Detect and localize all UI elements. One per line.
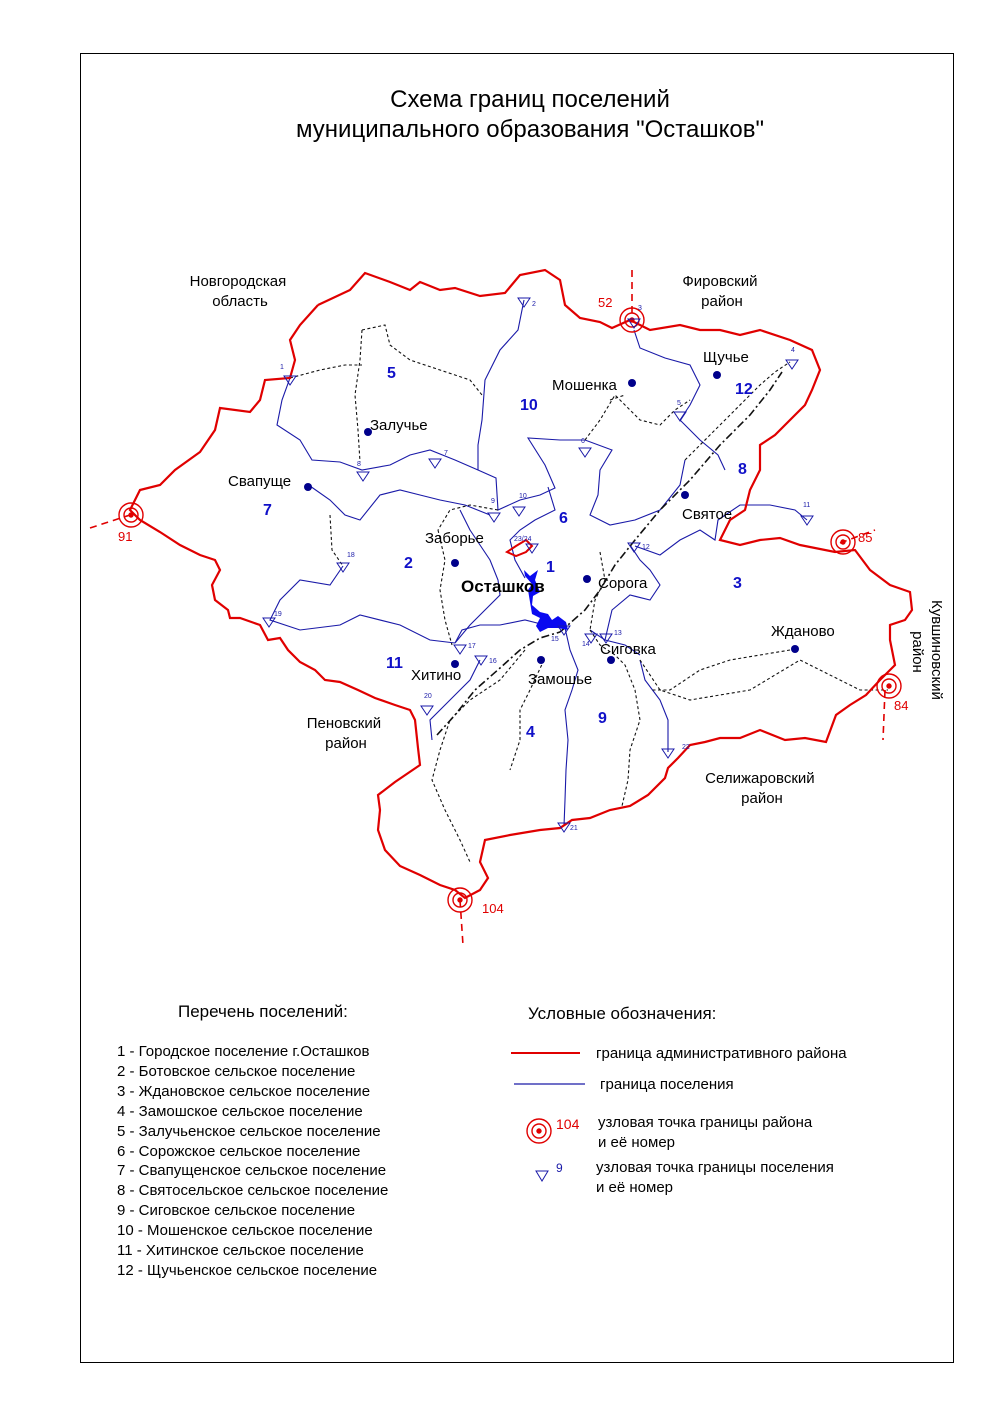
svg-text:15: 15 bbox=[551, 636, 559, 643]
settlement-node-19 bbox=[263, 618, 275, 627]
region-firovsky: Фировский район bbox=[682, 273, 758, 310]
settlement-list-item: 1 - Городское поселение г.Осташков bbox=[117, 1043, 370, 1060]
district-node-label: 91 bbox=[118, 529, 133, 544]
settlement-list-item: 5 - Залучьенское сельское поселение bbox=[117, 1122, 381, 1140]
settlement-node-7 bbox=[429, 459, 441, 468]
settlement-list-item: 8 - Святосельское сельское поселение bbox=[117, 1182, 389, 1200]
svg-text:20: 20 bbox=[424, 693, 432, 700]
settlement-list-item: 9 - Сиговское сельское поселение bbox=[117, 1202, 356, 1220]
district-nodes bbox=[119, 308, 901, 912]
svg-text:18: 18 bbox=[347, 552, 355, 559]
settlement-node-17 bbox=[454, 645, 466, 654]
svg-text:1: 1 bbox=[280, 364, 284, 371]
svg-text:8: 8 bbox=[357, 461, 361, 468]
settlements-list bbox=[117, 1042, 388, 1281]
svg-text:6: 6 bbox=[559, 510, 568, 527]
svg-text:10: 10 bbox=[519, 493, 527, 500]
legend-district-node-label: узловая точка границы района и её номер bbox=[598, 1114, 813, 1151]
place-label-sigovka: Сиговка bbox=[600, 641, 656, 658]
svg-text:6: 6 bbox=[581, 438, 585, 445]
svg-text:23/24: 23/24 bbox=[514, 536, 532, 543]
place-label-zhdanovo: Жданово bbox=[771, 623, 835, 640]
svg-text:12: 12 bbox=[642, 544, 650, 551]
legend-district-border-label: граница административного района bbox=[596, 1045, 847, 1062]
region-kuvshinovsky: Кувшиновский район bbox=[909, 599, 945, 700]
svg-text:22: 22 bbox=[682, 744, 690, 751]
district-node-label: 52 bbox=[598, 295, 613, 310]
place-label-svyatoe: Святое bbox=[682, 506, 733, 523]
svg-text:12: 12 bbox=[735, 381, 753, 398]
svg-text:19: 19 bbox=[274, 611, 282, 618]
place-label-moshenka: Мошенка bbox=[552, 377, 617, 394]
district-node-label: 104 bbox=[482, 901, 504, 916]
legend-heading: Условные обозначения: bbox=[528, 1004, 717, 1023]
place-label-khitino: Хитино bbox=[411, 667, 462, 684]
svg-text:7: 7 bbox=[263, 502, 272, 519]
district-node-104 bbox=[448, 888, 472, 912]
title-line-1: Схема границ поселений bbox=[390, 86, 670, 113]
legend-district-node-number: 104 bbox=[556, 1116, 580, 1132]
svg-text:13: 13 bbox=[614, 630, 622, 637]
svg-text:5: 5 bbox=[387, 365, 396, 382]
settlement-list-item: 10 - Мошенское сельское поселение bbox=[117, 1222, 373, 1240]
district-node-label: 85 bbox=[858, 530, 873, 545]
city-label: Осташков bbox=[461, 577, 545, 596]
place-label-svapushche: Свапуще bbox=[228, 473, 292, 490]
region-penovsky: Пеновский район bbox=[306, 715, 382, 752]
region-selizharovsky: Селижаровский район bbox=[705, 770, 815, 807]
settlement-node-8 bbox=[357, 472, 369, 481]
svg-text:10: 10 bbox=[520, 397, 538, 414]
place-label-zaborye: Заборье bbox=[425, 530, 484, 547]
svg-text:1: 1 bbox=[546, 559, 555, 576]
svg-text:14: 14 bbox=[582, 641, 590, 648]
settlements-list-heading: Перечень поселений: bbox=[178, 1002, 348, 1021]
svg-text:9: 9 bbox=[491, 498, 495, 505]
settlement-list-item: 3 - Ждановское сельское поселение bbox=[117, 1082, 371, 1100]
settlement-node-20 bbox=[421, 706, 433, 715]
svg-text:9: 9 bbox=[598, 710, 607, 727]
settlement-node-10 bbox=[513, 507, 525, 516]
svg-text:21: 21 bbox=[570, 825, 578, 832]
settlement-list-item: 11 - Хитинское сельское поселение bbox=[117, 1242, 364, 1260]
svg-text:11: 11 bbox=[803, 502, 811, 509]
svg-text:3: 3 bbox=[733, 575, 742, 592]
settlement-list-item: 4 - Замошское сельское поселение bbox=[117, 1102, 363, 1120]
svg-text:2: 2 bbox=[532, 301, 536, 308]
settlement-node-6 bbox=[579, 448, 591, 457]
place-label-zaluchye: Залучье bbox=[370, 417, 428, 434]
place-label-shchuchye: Щучье bbox=[703, 349, 749, 366]
svg-text:3: 3 bbox=[638, 305, 642, 312]
settlement-list-item: 12 - Щучьенское сельское поселение bbox=[117, 1261, 378, 1279]
svg-text:16: 16 bbox=[489, 658, 497, 665]
place-label-zamoshye: Замошье bbox=[528, 671, 593, 688]
legend-district-node-icon bbox=[527, 1119, 551, 1143]
district-node-84 bbox=[877, 674, 901, 698]
legend-settlement-node-label: узловая точка границы поселения и её номер bbox=[596, 1159, 834, 1196]
settlement-node-16 bbox=[475, 656, 487, 665]
legend-settlement-border-label: граница поселения bbox=[600, 1076, 734, 1093]
district-node-label: 84 bbox=[894, 698, 909, 713]
svg-text:11: 11 bbox=[386, 655, 403, 672]
legend-settlement-node-icon bbox=[536, 1171, 548, 1181]
settlement-list-item: 6 - Сорожское сельское поселение bbox=[117, 1142, 361, 1160]
place-label-soroga: Сорога bbox=[598, 575, 648, 592]
settlement-list-item: 7 - Свапущенское сельское поселение bbox=[117, 1162, 387, 1180]
svg-text:8: 8 bbox=[738, 461, 747, 478]
svg-text:4: 4 bbox=[526, 724, 535, 741]
svg-text:17: 17 bbox=[468, 643, 476, 650]
legend-settlement-node-number: 9 bbox=[556, 1161, 563, 1175]
region-novgorod: Новгородская область bbox=[189, 273, 287, 310]
railway-lines bbox=[437, 372, 782, 735]
settlement-node-18 bbox=[337, 563, 349, 572]
svg-text:7: 7 bbox=[444, 450, 448, 457]
settlement-list-item: 2 - Ботовское сельское поселение bbox=[117, 1062, 356, 1080]
settlement-node-11 bbox=[801, 516, 813, 525]
svg-text:2: 2 bbox=[404, 555, 413, 572]
settlement-node-4 bbox=[786, 360, 798, 369]
legend-symbols bbox=[511, 1053, 585, 1181]
svg-text:4: 4 bbox=[791, 347, 795, 354]
title-line-2: муниципального образования "Осташков" bbox=[296, 116, 764, 143]
settlement-node-labels bbox=[274, 301, 810, 832]
svg-text:5: 5 bbox=[677, 400, 681, 407]
